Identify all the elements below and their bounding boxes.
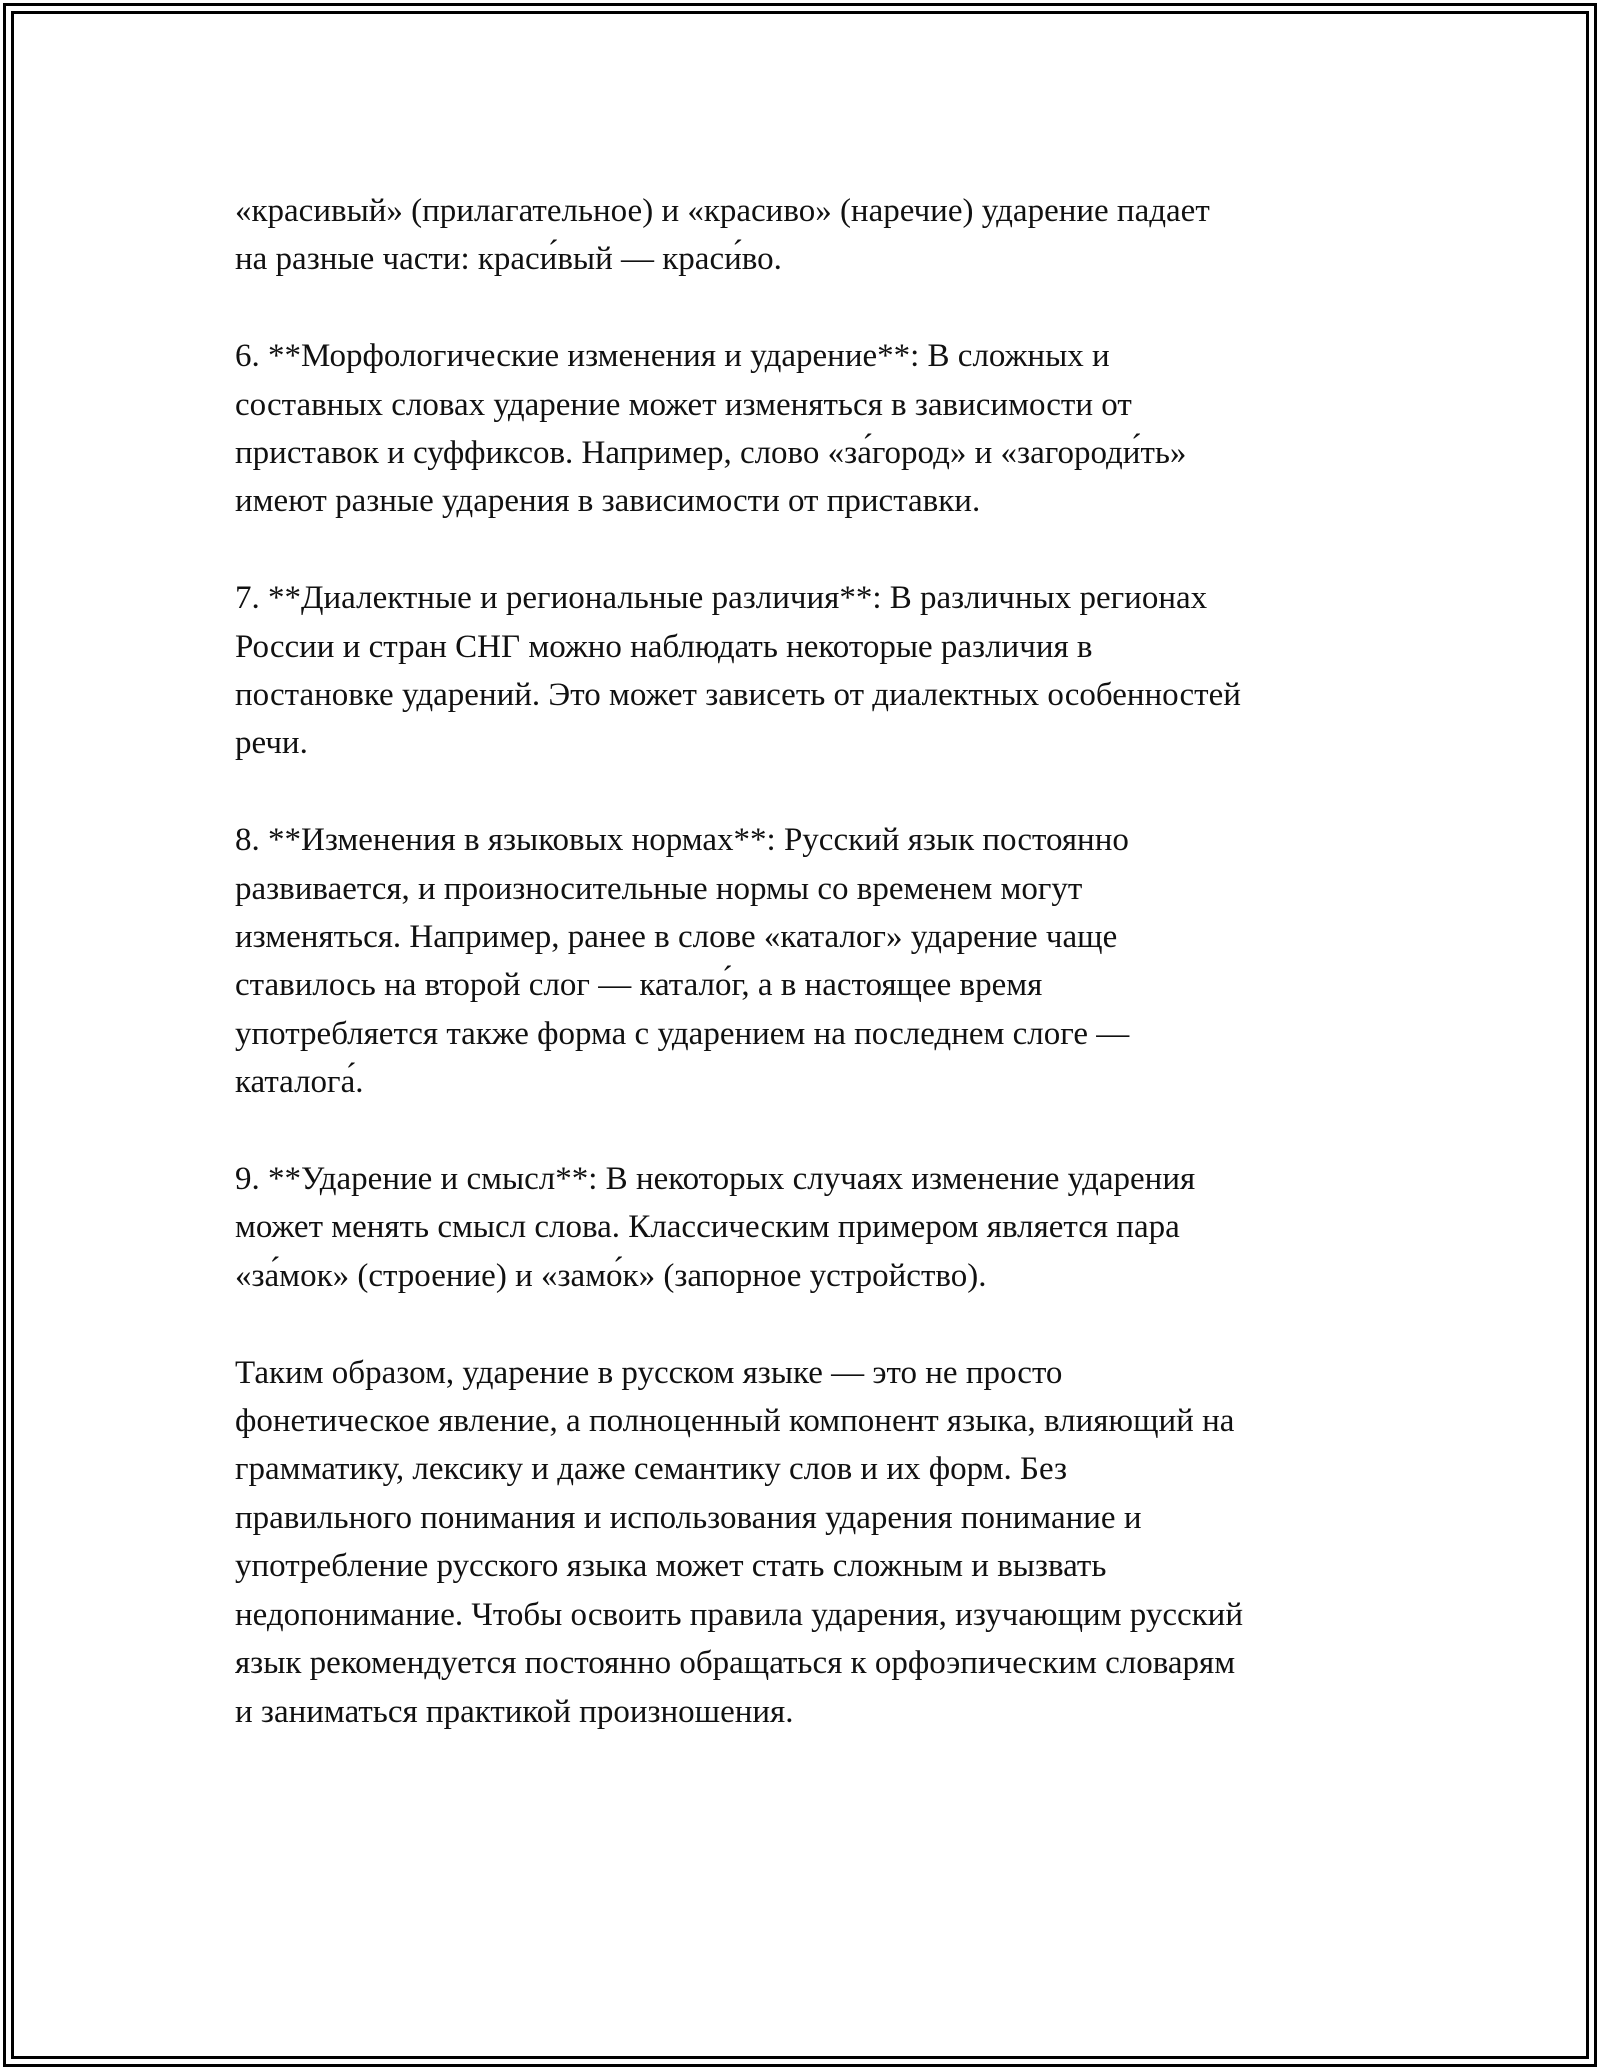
text-line: недопонимание. Чтобы освоить правила ударения, изучающим русский <box>235 1596 1243 1633</box>
text-line: России и стран СНГ можно наблюдать некоторые различия в <box>235 628 1093 665</box>
text-line: употребление русского языка может стать сложным и вызвать <box>235 1548 1107 1585</box>
text-line: и заниматься практикой произношения. <box>235 1693 794 1730</box>
text-line: 7. **Диалектные и региональные различия**: В различных регионах <box>235 580 1208 617</box>
text-line: правильного понимания и использования ударения понимание и <box>235 1499 1142 1536</box>
text-line: «за́мок» (строение) и «замо́к» (запорное устройство). <box>235 1257 987 1294</box>
paragraph-p8 <box>235 816 1365 1106</box>
document-body <box>235 187 1365 1784</box>
paragraph-p6 <box>235 332 1365 526</box>
text-line: ставилось на второй слог — катало́г, а в настоящее время <box>235 967 1043 1004</box>
text-line: «красивый» (прилагательное) и «красиво» (наречие) ударение падает <box>235 193 1210 229</box>
paragraph-p7 <box>235 574 1365 768</box>
paragraph-p5-continued <box>235 187 1365 284</box>
paragraph-conclusion <box>235 1349 1365 1736</box>
text-line: речи. <box>235 725 308 762</box>
text-line: 6. **Морфологические изменения и ударение**: В сложных и <box>235 338 1110 375</box>
paragraph-p9 <box>235 1155 1365 1300</box>
text-line: каталога́. <box>235 1064 364 1101</box>
text-line: язык рекомендуется постоянно обращаться к орфоэпическим словарям <box>235 1645 1236 1682</box>
text-line: развивается, и произносительные нормы со временем могут <box>235 870 1083 907</box>
text-line: приставок и суффиксов. Например, слово «за́город» и «загороди́ть» <box>235 435 1187 472</box>
text-line: постановке ударений. Это может зависеть от диалектных особенностей <box>235 677 1241 714</box>
text-line: 8. **Изменения в языковых нормах**: Русский язык постоянно <box>235 822 1129 859</box>
text-line: фонетическое явление, а полноценный компонент языка, влияющий на <box>235 1403 1235 1440</box>
text-line: употребляется также форма с ударением на последнем слоге — <box>235 1015 1130 1052</box>
text-line: на разные части: краси́вый — краси́во. <box>235 241 782 278</box>
text-line: имеют разные ударения в зависимости от приставки. <box>235 483 981 520</box>
text-line: может менять смысл слова. Классическим примером является пара <box>235 1209 1180 1246</box>
text-line: 9. **Ударение и смысл**: В некоторых случаях изменение ударения <box>235 1161 1196 1198</box>
text-line: изменяться. Например, ранее в слове «каталог» ударение чаще <box>235 919 1118 956</box>
text-line: грамматику, лексику и даже семантику слов и их форм. Без <box>235 1451 1068 1488</box>
text-line: составных словах ударение может изменяться в зависимости от <box>235 386 1132 423</box>
text-line: Таким образом, ударение в русском языке — это не просто <box>235 1354 1063 1391</box>
